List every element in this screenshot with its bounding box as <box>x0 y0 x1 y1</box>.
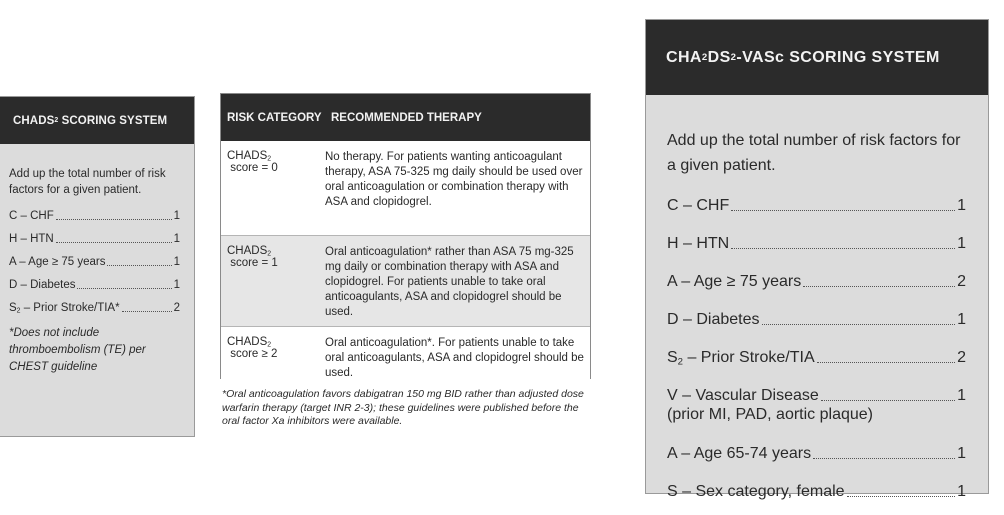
vasc-vascular-note: (prior MI, PAD, aortic plaque) <box>667 406 873 423</box>
vasc-item-vascular: V – Vascular Disease 1 <box>667 386 966 404</box>
cha2ds2-vasc-scoring-panel <box>645 19 989 500</box>
chads2-item-age: A – Age ≥ 75 years 1 <box>9 255 180 268</box>
vasc-item-diabetes: D – Diabetes 1 <box>667 310 966 328</box>
chads2-item-chf: C – CHF 1 <box>9 209 180 222</box>
vasc-item-sex: S – Sex category, female 1 <box>667 482 966 500</box>
vasc-item-age-75: A – Age ≥ 75 years 2 <box>667 272 966 290</box>
header-recommended-therapy: RECOMMENDED THERAPY <box>331 111 482 124</box>
chads2-item-stroke: $S_2$ – Prior Stroke/TIA* 2 <box>9 301 180 315</box>
vasc-panel-title: CHA 2 DS 2 -VASc SCORING SYSTEM <box>646 20 988 95</box>
header-risk-category: RISK CATEGORY <box>227 111 322 124</box>
table-row: $CHADS_2$ score = 0 No therapy. For patients wanting anticoagulant therapy, ASA 75-325 mg daily should be used over oral anticoagulation or combination therapy with ASA and clopidogrel. <box>221 141 590 235</box>
vasc-item-chf: C – CHF 1 <box>667 196 966 214</box>
vasc-item-age-65: A – Age 65-74 years 1 <box>667 444 966 462</box>
table-row: $CHADS_2$ score ≥ 2 Oral anticoagulation*. For patients unable to take oral anticoagulants, ASA and clopidogrel should be used. <box>221 326 590 380</box>
chads2-panel-title: CHADS 2 SCORING SYSTEM <box>0 97 194 144</box>
table-row: $CHADS_2$ score = 1 Oral anticoagulation* rather than ASA 75 mg-325 mg daily or combination therapy with ASA and clopidogrel. For patients unable to take oral anticoagulants, ASA and clopidogrel should be used. <box>221 235 590 326</box>
therapy-table <box>220 93 591 379</box>
vasc-item-htn: H – HTN 1 <box>667 234 966 252</box>
chads2-scoring-panel <box>0 96 195 437</box>
chads2-item-diabetes: D – Diabetes 1 <box>9 278 180 291</box>
chads2-item-htn: H – HTN 1 <box>9 232 180 245</box>
therapy-footnote: *Oral anticoagulation favors dabigatran 150 mg BID rather than adjusted dose warfarin therapy (target INR 2-3); these guidelines were published before the oral factor Xa inhibitors were available. <box>222 388 584 427</box>
chads2-intro: Add up the total number of risk factors for a given patient. <box>9 168 166 196</box>
therapy-table-header <box>221 94 590 141</box>
vasc-intro: Add up the total number of risk factors for a given patient. <box>667 132 961 174</box>
vasc-item-stroke: $S_2$ – Prior Stroke/TIA 2 <box>667 348 966 367</box>
chads2-note: *Does not include thromboembolism (TE) per CHEST guideline <box>9 327 146 373</box>
